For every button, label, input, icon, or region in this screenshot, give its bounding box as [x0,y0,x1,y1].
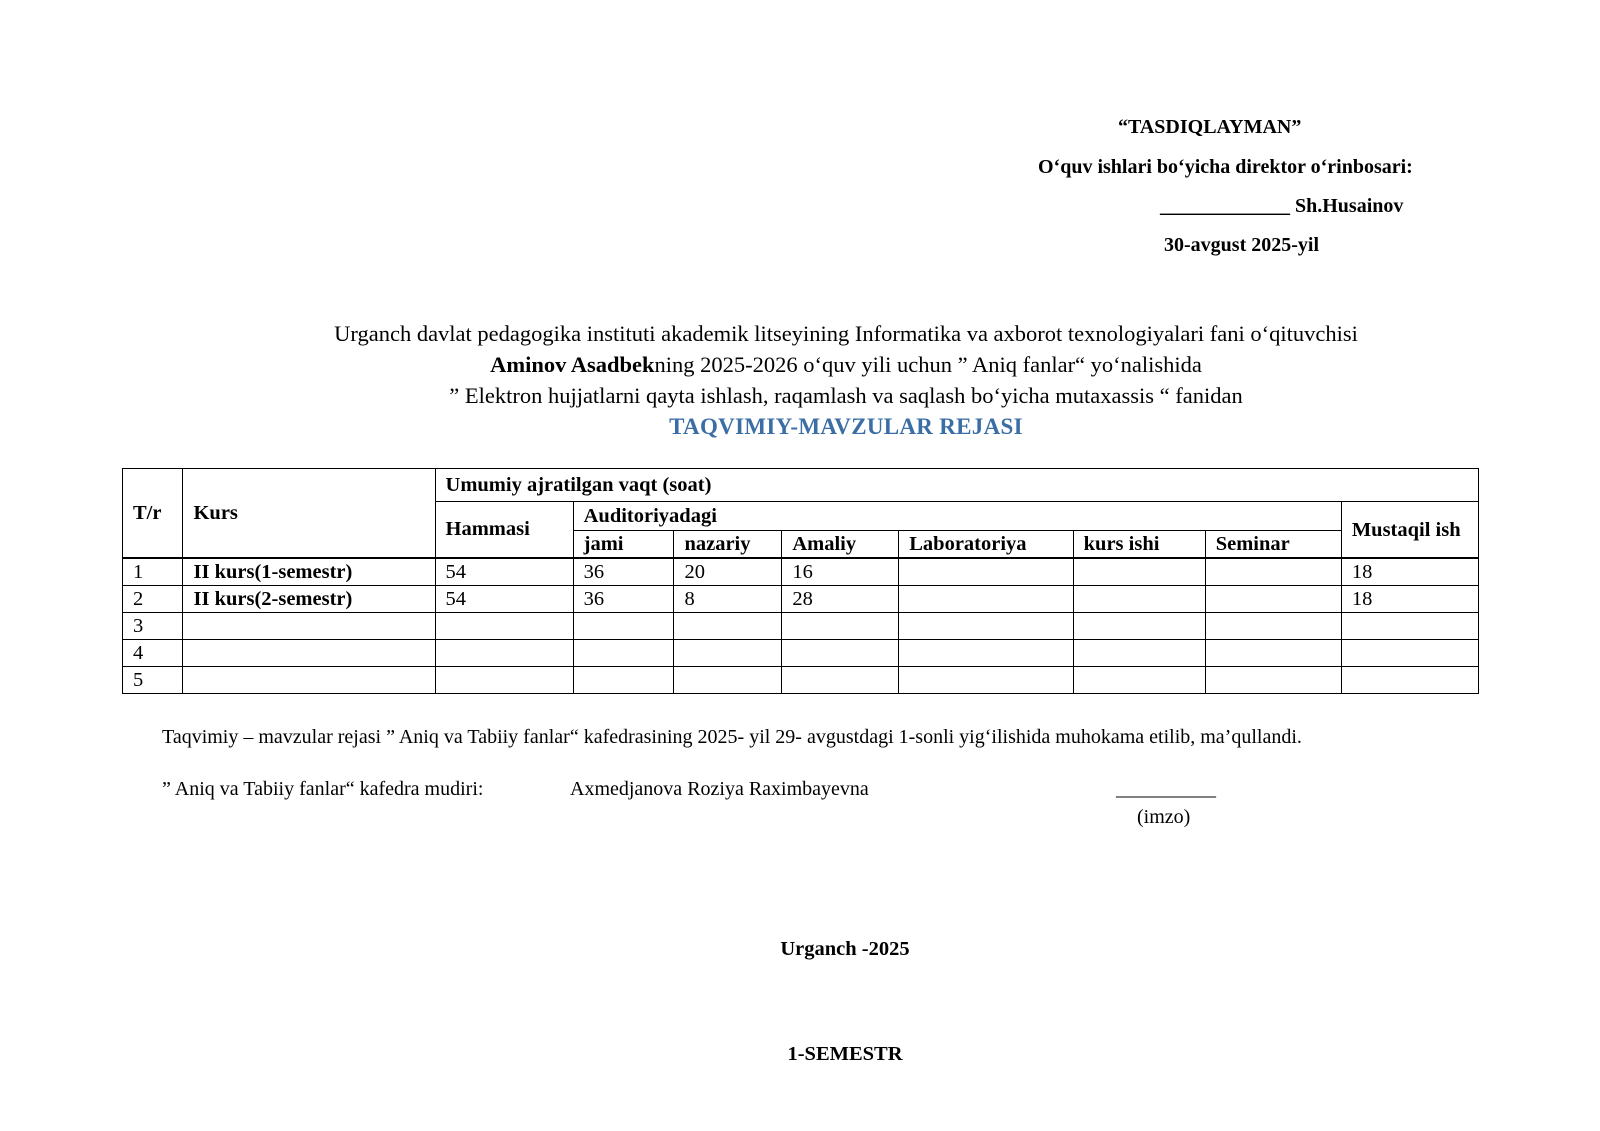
approval-date: 30-avgust 2025-yil [1164,234,1319,256]
cell-jami [573,613,674,640]
cell-kurs-ishi [1073,667,1205,694]
cell-nazariy: 8 [674,586,782,613]
cell-amaliy [782,613,899,640]
cell-laboratoriya [899,586,1073,613]
signature-label: (imzo) [1137,806,1191,828]
cell-jami [573,667,674,694]
header-nazariy: nazariy [674,531,782,559]
cell-kurs [183,667,435,694]
header-hammasi: Hammasi [435,502,573,559]
header-jami: jami [573,531,674,559]
table-row [123,586,1479,613]
intro-line-2 [120,349,1572,380]
header-tr: T/r [123,469,183,559]
header-amaliy: Amaliy [782,531,899,559]
table-row [123,667,1479,694]
intro-line-1: Urganch davlat pedagogika instituti akademik litseyining Informatika va axborot texnologiyalari fani o‘qituvchisi [334,321,1358,346]
header-seminar: Seminar [1205,531,1341,559]
cell-hammasi [435,667,573,694]
cell-amaliy: 16 [782,558,899,586]
department-head-label: ” Aniq va Tabiiy fanlar“ kafedra mudiri: [162,778,484,800]
signature-line: __________ [1116,778,1216,800]
cell-amaliy [782,640,899,667]
cell-seminar [1205,558,1341,586]
cell-number: 3 [123,613,183,640]
cell-amaliy: 28 [782,586,899,613]
cell-mustaqil [1341,640,1478,667]
cell-nazariy [674,613,782,640]
teacher-name: Aminov Asadbek [490,352,655,377]
header-auditoriya: Auditoriyadagi [573,502,1341,531]
cell-mustaqil [1341,667,1478,694]
cell-nazariy: 20 [674,558,782,586]
plan-table [122,468,1479,694]
cell-hammasi: 54 [435,558,573,586]
cell-seminar [1205,640,1341,667]
cell-kurs-ishi [1073,640,1205,667]
cell-hammasi [435,613,573,640]
header-laboratoriya: Laboratoriya [899,531,1073,559]
cell-kurs: II kurs(1-semestr) [183,558,435,586]
cell-hammasi [435,640,573,667]
department-head-name: Axmedjanova Roziya Raximbayevna [570,778,869,800]
cell-laboratoriya [899,667,1073,694]
table-row [123,613,1479,640]
intro-line-3: ” Elektron hujjatlarni qayta ishlash, raqamlash va saqlash bo‘yicha mutaxassis “ fanidan [449,383,1243,408]
cell-kurs [183,640,435,667]
cell-seminar [1205,667,1341,694]
approval-heading: “TASDIQLAYMAN” [1118,116,1302,138]
cell-number: 4 [123,640,183,667]
cell-nazariy [674,640,782,667]
cell-kurs [183,613,435,640]
cell-number: 2 [123,586,183,613]
cell-number: 5 [123,667,183,694]
semester-heading: 1-SEMESTR [787,1043,903,1065]
cell-hammasi: 54 [435,586,573,613]
table-row [123,640,1479,667]
header-total-time: Umumiy ajratilgan vaqt (soat) [435,469,1478,502]
cell-mustaqil: 18 [1341,558,1478,586]
header-kurs-ishi: kurs ishi [1073,531,1205,559]
approval-note: Taqvimiy – mavzular rejasi ” Aniq va Tabiiy fanlar“ kafedrasining 2025- yil 29- avgustdagi 1-sonli yig‘ilishida muhokama etilib, ma’qullandi. [162,726,1302,748]
cell-mustaqil [1341,613,1478,640]
approval-signature: _____________ Sh.Husainov [1160,195,1404,217]
cell-seminar [1205,586,1341,613]
cell-kurs-ishi [1073,586,1205,613]
cell-jami: 36 [573,558,674,586]
table-row [123,558,1479,586]
cell-amaliy [782,667,899,694]
header-mustaqil: Mustaqil ish [1341,502,1478,559]
cell-mustaqil: 18 [1341,586,1478,613]
intro-line-2-rest: ning 2025-2026 o‘quv yili uchun ” Aniq fanlar“ yo‘nalishida [654,352,1202,377]
document-title: TAQVIMIY-MAVZULAR REJASI [669,414,1023,439]
intro-block [120,318,1572,442]
cell-jami [573,640,674,667]
cell-kurs-ishi [1073,558,1205,586]
cell-nazariy [674,667,782,694]
cell-laboratoriya [899,613,1073,640]
cell-jami: 36 [573,586,674,613]
city-year: Urganch -2025 [780,938,910,960]
cell-number: 1 [123,558,183,586]
cell-laboratoriya [899,640,1073,667]
header-kurs: Kurs [183,469,435,559]
cell-kurs-ishi [1073,613,1205,640]
cell-laboratoriya [899,558,1073,586]
cell-seminar [1205,613,1341,640]
cell-kurs: II kurs(2-semestr) [183,586,435,613]
approval-position: O‘quv ishlari bo‘yicha direktor o‘rinbosari: [1038,156,1413,178]
